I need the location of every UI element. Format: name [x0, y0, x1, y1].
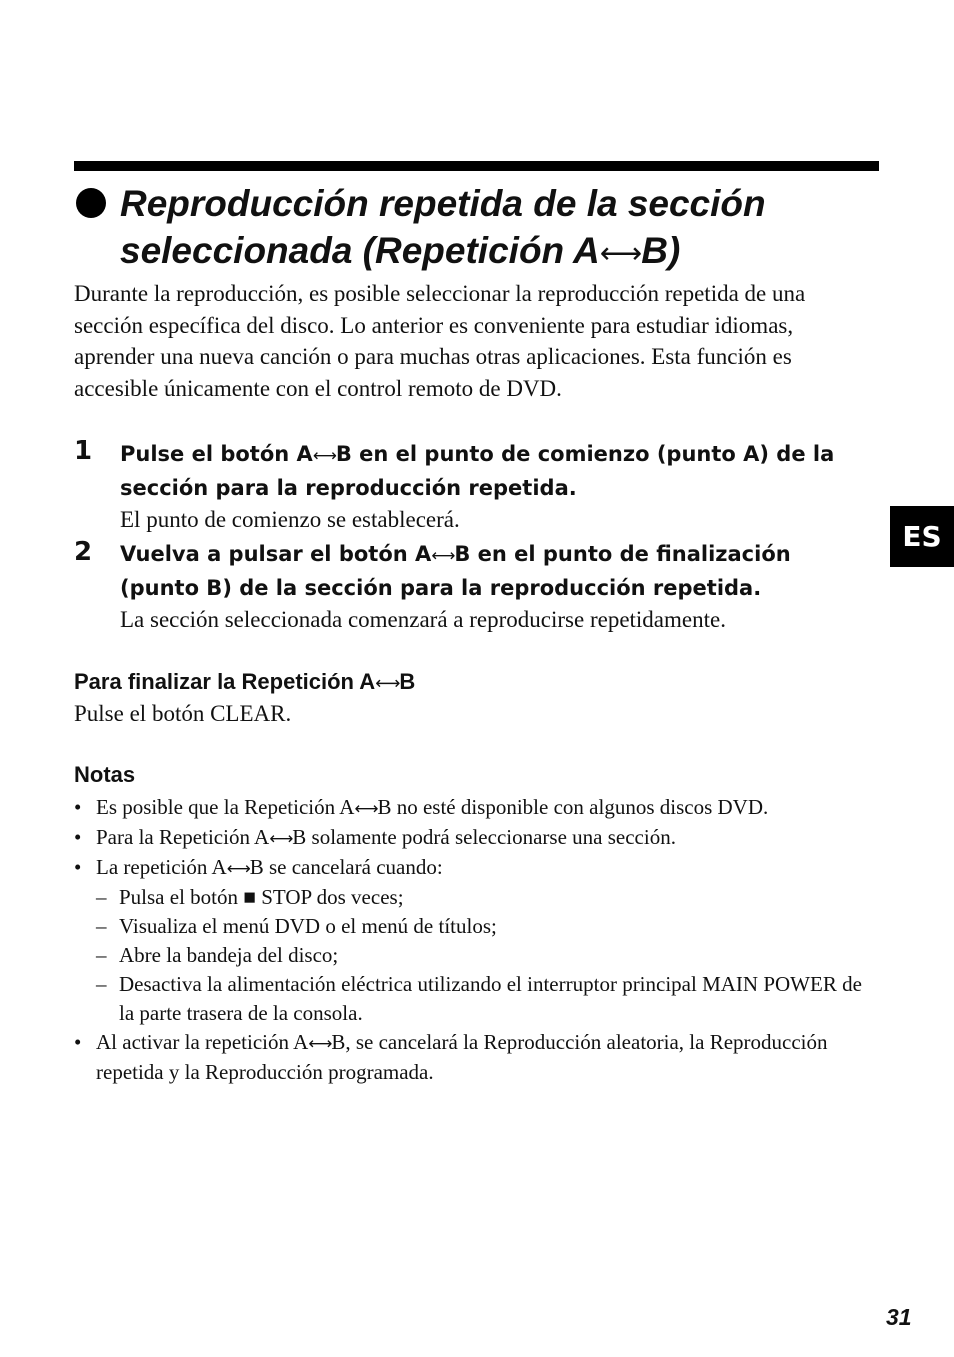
- notes-list: [74, 793, 874, 1087]
- note-item: [74, 823, 874, 853]
- note-item: [74, 1028, 874, 1087]
- notes-heading: Notas: [74, 762, 136, 787]
- stop-icon: ■: [243, 885, 256, 909]
- language-tab: ES: [890, 506, 954, 567]
- note-subitem: [74, 912, 874, 941]
- bullet-icon: •: [74, 1030, 82, 1054]
- double-arrow-icon: ⟷: [226, 858, 250, 878]
- finish-body: Pulse el botón CLEAR.: [74, 701, 292, 726]
- dash-icon: –: [96, 885, 107, 909]
- double-arrow-icon: ⟷: [599, 236, 642, 270]
- step-1-body: El punto de comienzo se establecerá.: [120, 507, 460, 532]
- double-arrow-icon: ⟷: [354, 798, 378, 818]
- note-item: [74, 853, 874, 883]
- note-subitem: [74, 941, 874, 970]
- title-line-2-start: seleccionada (Repetición A: [120, 230, 600, 271]
- finish-heading: [74, 669, 415, 695]
- step-1-number: 1: [74, 436, 93, 466]
- step-1-title-line-2: sección para la reproducción repetida.: [120, 476, 577, 500]
- note-text: Al activar la repetición A: [96, 1030, 309, 1054]
- dash-icon: –: [96, 943, 107, 967]
- note-text: B, se cancelará la Reproducción aleatoria, la Reproducción repetida y la Reproducción programada.: [96, 1030, 828, 1084]
- bullet-icon: •: [74, 855, 82, 879]
- note-text: Desactiva la alimentación eléctrica utilizando el interruptor principal MAIN POWER de la parte trasera de la consola.: [119, 972, 862, 1025]
- step-2-body: La sección seleccionada comenzará a reproducirse repetidamente.: [120, 607, 726, 632]
- finish-heading-end: B: [399, 669, 416, 694]
- bullet-icon: •: [74, 795, 82, 819]
- bullet-icon: •: [74, 825, 82, 849]
- note-text: Visualiza el menú DVD o el menú de títulos;: [119, 914, 497, 938]
- note-item: [74, 793, 874, 823]
- note-text: La repetición A: [96, 855, 227, 879]
- double-arrow-icon: ⟷: [431, 545, 455, 565]
- section-title: [120, 180, 880, 277]
- double-arrow-icon: ⟷: [308, 1033, 332, 1053]
- note-subitem: [74, 970, 874, 1028]
- header-rule: [74, 161, 879, 171]
- note-text: STOP dos veces;: [255, 885, 404, 909]
- title-bullet-icon: [76, 188, 106, 218]
- dash-icon: –: [96, 914, 107, 938]
- note-text: Abre la bandeja del disco;: [119, 943, 339, 967]
- title-line-2-end: B): [641, 230, 681, 271]
- intro-paragraph: Durante la reproducción, es posible seleccionar la reproducción repetida de una sección específica del disco. Lo anterior es conveniente para estudiar idiomas, aprender una nueva canción o para muchas otras aplicaciones. Esta función es accesible únicamente con el control remoto de DVD.: [74, 281, 806, 401]
- step-1-title-start: Pulse el botón A: [120, 442, 313, 466]
- note-text: Es posible que la Repetición A: [96, 795, 355, 819]
- step-1-title-end: B en el punto de comienzo (punto A) de la: [335, 442, 835, 466]
- dash-icon: –: [96, 972, 107, 996]
- note-text: B no esté disponible con algunos discos DVD.: [377, 795, 769, 819]
- note-text: Pulsa el botón: [119, 885, 244, 909]
- double-arrow-icon: ⟷: [312, 445, 336, 465]
- double-arrow-icon: ⟷: [375, 674, 400, 694]
- step-2-title-end: B en el punto de finalización: [454, 542, 791, 566]
- note-text: Para la Repetición A: [96, 825, 270, 849]
- title-line-1: Reproducción repetida de la sección: [120, 183, 766, 224]
- step-2-title: [120, 538, 880, 605]
- page-number: 31: [886, 1304, 912, 1330]
- step-2-number: 2: [74, 537, 93, 567]
- step-2-title-line-2: (punto B) de la sección para la reproducción repetida.: [120, 576, 762, 600]
- note-text: B se cancelará cuando:: [249, 855, 443, 879]
- step-2-title-start: Vuelva a pulsar el botón A: [120, 542, 432, 566]
- double-arrow-icon: ⟷: [269, 828, 293, 848]
- note-text: B solamente podrá seleccionarse una sección.: [292, 825, 676, 849]
- finish-heading-start: Para finalizar la Repetición A: [74, 669, 376, 694]
- note-subitem: [74, 883, 874, 912]
- step-1-title: [120, 438, 880, 505]
